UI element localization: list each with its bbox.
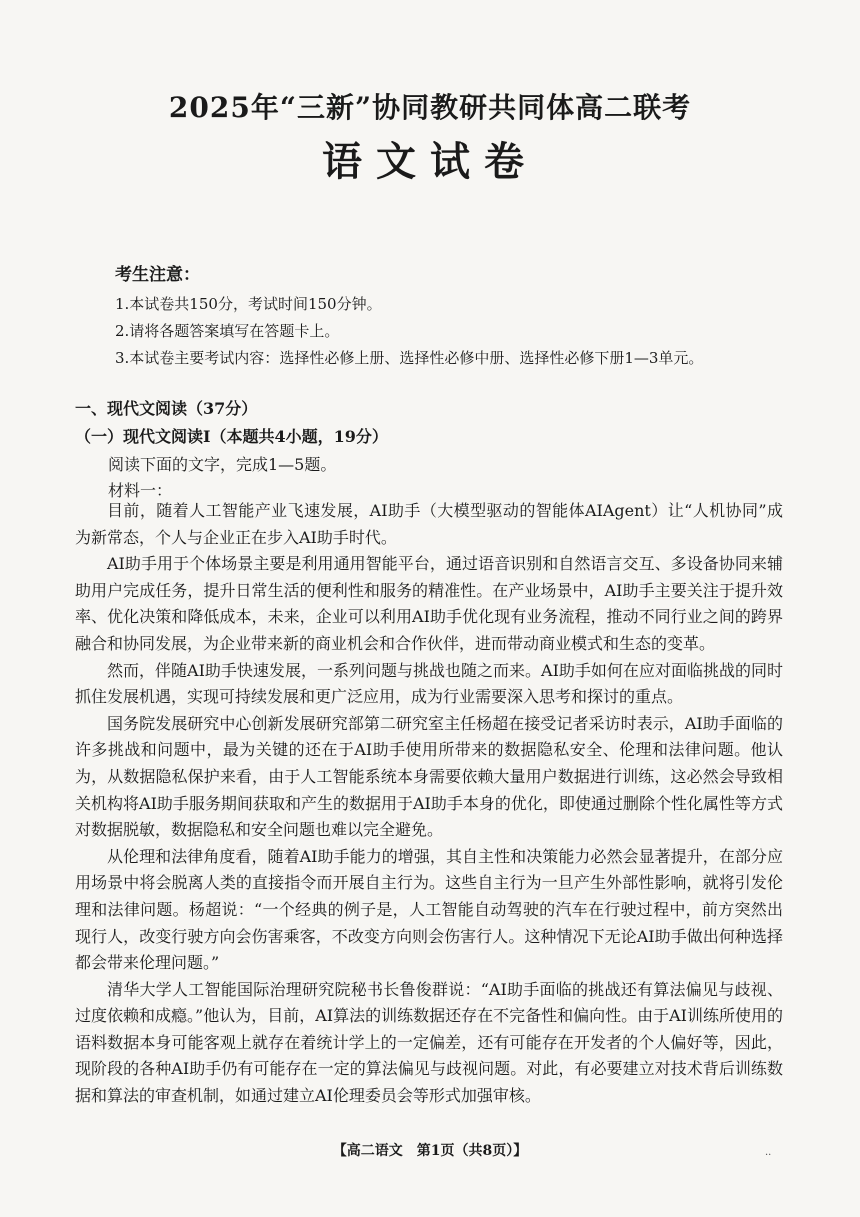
notice-heading: 考生注意： [115, 265, 200, 285]
notice-item-1: 1.本试卷共150分，考试时间150分钟。 [115, 295, 382, 313]
paragraph-1: 目前，随着人工智能产业飞速发展，AI助手（大模型驱动的智能体AIAgent）让“人机协同”成为新常态，个人与企业正在步入AI助手时代。 [75, 501, 783, 547]
paragraph-2: AI助手用于个体场景主要是利用通用智能平台，通过语音识别和自然语言交互、多设备协同来辅助用户完成任务，提升日常生活的便利性和服务的精准性。在产业场景中，AI助手主要关注于提升效率、优化决策和降低成本，未来，企业可以利用AI助手优化现有业务流程，推动不同行业之间的跨界融合和协同发展，为企业带来新的商业机会和合作伙伴，进而带动商业模式和生态的变革。 [75, 554, 783, 653]
notice-item-2: 2.请将各题答案填写在答题卡上。 [115, 322, 340, 340]
notice-item-3: 3.本试卷主要考试内容：选择性必修上册、选择性必修中册、选择性必修下册1—3单元。 [115, 349, 704, 367]
reading-instruction: 阅读下面的文字，完成1—5题。 [108, 455, 337, 474]
part1-heading: 一、现代文阅读（37分） [75, 399, 258, 418]
paragraph-6: 清华大学人工智能国际治理研究院秘书长鲁俊群说：“AI助手面临的挑战还有算法偏见与歧视、过度依赖和成瘾。”他认为，目前，AI算法的训练数据还存在不完备性和偏向性。由于AI训练所使用的语料数据本身可能客观上就存在着统计学上的一定偏差，还有可能存在开发者的个人偏好等，因此，现阶段的各种AI助手仍有可能存在一定的算法偏见与歧视问题。对此，有必要建立对技术背后训练数据和算法的审查机制，如通过建立AI伦理委员会等形式加强审核。 [75, 979, 783, 1106]
sub1-heading: （一）现代文阅读Ⅰ（本题共4小题，19分） [75, 427, 388, 446]
material-body [75, 498, 783, 1110]
exam-title: 2025年“三新”协同教研共同体高二联考 [168, 91, 692, 124]
corner-mark: ·· [765, 1150, 772, 1161]
page-footer: 【高二语文 第1页（共8页）】 [332, 1143, 528, 1159]
material-label: 材料一： [108, 481, 173, 500]
paragraph-3: 然而，伴随AI助手快速发展，一系列问题与挑战也随之而来。AI助手如何在应对面临挑战的同时抓住发展机遇，实现可持续发展和更广泛应用，成为行业需要深入思考和探讨的重点。 [75, 660, 783, 707]
subject-title: 语文试卷 [322, 138, 538, 185]
paragraph-5: 从伦理和法律角度看，随着AI助手能力的增强，其自主性和决策能力必然会显著提升，在部分应用场景中将会脱离人类的直接指令而开展自主行为。这些自主行为一旦产生外部性影响，就将引发伦理和法律问题。杨超说：“一个经典的例子是，人工智能自动驾驶的汽车在行驶过程中，前方突然出现行人，改变行驶方向会伤害乘客，不改变方向则会伤害行人。这种情况下无论AI助手做出何种选择都会带来伦理问题。” [75, 846, 783, 973]
paragraph-4: 国务院发展研究中心创新发展研究部第二研究室主任杨超在接受记者采访时表示，AI助手面临的许多挑战和问题中，最为关键的还在于AI助手使用所带来的数据隐私安全、伦理和法律问题。他认为，从数据隐私保护来看，由于人工智能系统本身需要依赖大量用户数据进行训练，这必然会导致相关机构将AI助手服务期间获取和产生的数据用于AI助手本身的优化，即使通过删除个性化属性等方式对数据脱敏，数据隐私和安全问题也难以完全避免。 [75, 713, 783, 840]
candidate-notice [115, 260, 815, 372]
